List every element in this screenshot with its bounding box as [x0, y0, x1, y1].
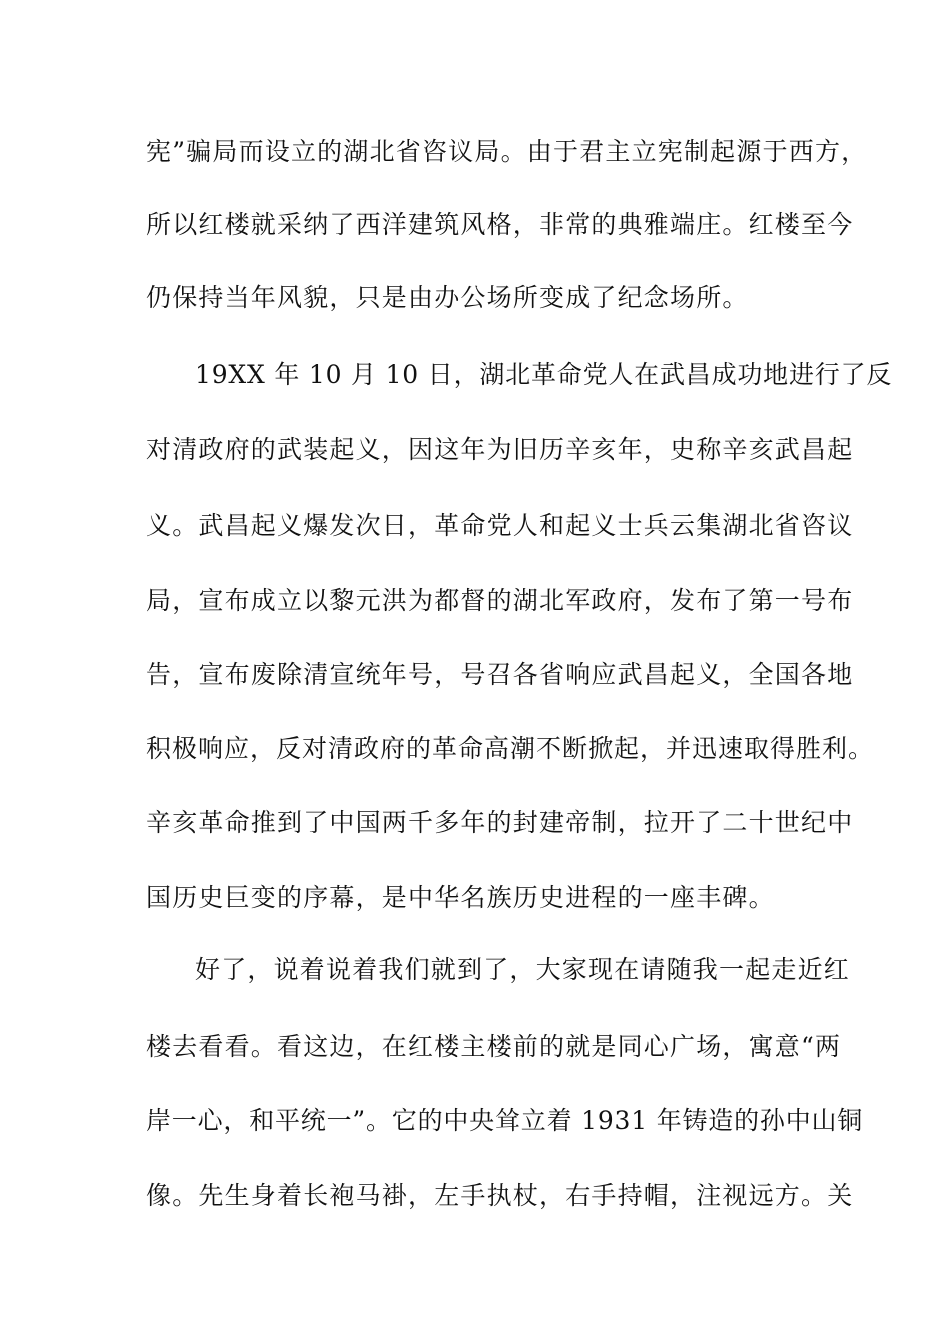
- text-line: 辛亥革命推到了中国两千多年的封建帝制，拉开了二十世纪中: [146, 808, 854, 837]
- text-line: 所以红楼就采纳了西洋建筑风格，非常的典雅端庄。红楼至今: [146, 210, 854, 239]
- paragraph-start-line: 好了，说着说着我们就到了，大家现在请随我一起走近红: [195, 955, 851, 984]
- text-line: 宪”骗局而设立的湖北省咨议局。由于君主立宪制起源于西方，: [146, 137, 868, 166]
- text-line: 国历史巨变的序幕，是中华名族历史进程的一座丰碑。: [146, 883, 775, 912]
- text-line: 义。武昌起义爆发次日，革命党人和起义士兵云集湖北省咨议: [146, 511, 854, 540]
- text-line: 告，宣布废除清宣统年号，号召各省响应武昌起义，全国各地: [146, 660, 854, 689]
- text-line: 局，宣布成立以黎元洪为都督的湖北军政府，发布了第一号布: [146, 586, 854, 615]
- text-line: 仍保持当年风貌，只是由办公场所变成了纪念场所。: [146, 283, 749, 312]
- text-line: 岸一心，和平统一”。它的中央耸立着 1931 年铸造的孙中山铜: [146, 1106, 864, 1135]
- paragraph-start-line: 19XX 年 10 月 10 日，湖北革命党人在武昌成功地进行了反: [195, 360, 893, 389]
- text-line: 像。先生身着长袍马褂，左手执杖，右手持帽，注视远方。关: [146, 1181, 854, 1210]
- text-line: 对清政府的武装起义，因这年为旧历辛亥年，史称辛亥武昌起: [146, 435, 854, 464]
- text-line: 积极响应，反对清政府的革命高潮不断掀起，并迅速取得胜利。: [146, 734, 875, 763]
- text-line: 楼去看看。看这边，在红楼主楼前的就是同心广场，寓意“两: [146, 1032, 842, 1061]
